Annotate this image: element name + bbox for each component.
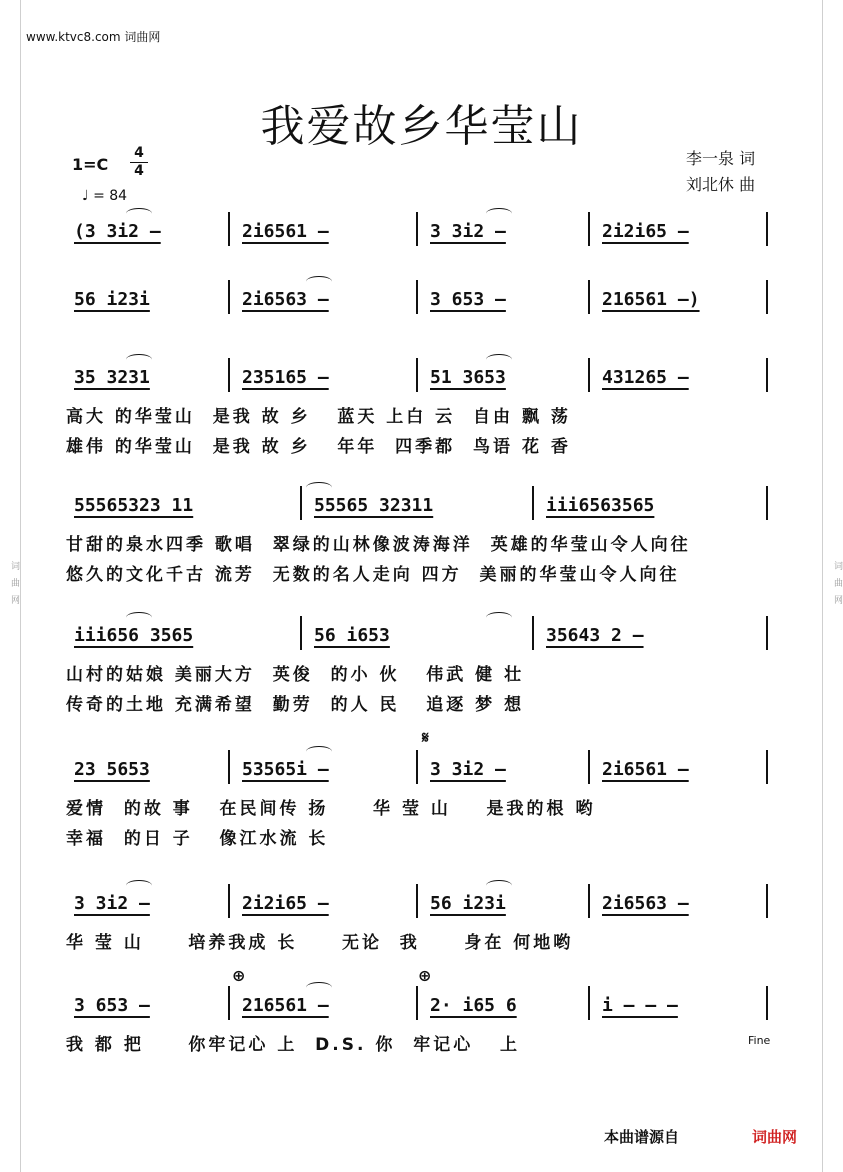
measure: 216561 –) bbox=[602, 289, 700, 310]
slur-mark bbox=[126, 612, 152, 623]
barline bbox=[228, 750, 230, 784]
score-line bbox=[66, 966, 778, 1092]
slur-mark bbox=[126, 880, 152, 891]
lyric-verse-2: 幸福 的日 子 像江水流 长 bbox=[66, 829, 329, 849]
lyric-verse-1: 山村的姑娘 美丽大方 英俊 的小 伙 伟武 健 壮 bbox=[66, 665, 525, 685]
score-line bbox=[66, 492, 778, 592]
barline bbox=[416, 212, 418, 246]
score-line bbox=[66, 622, 778, 722]
coda-sign: ⊕ bbox=[418, 966, 432, 985]
lyric-verse-2: 悠久的文化千古 流芳 无数的名人走向 四方 美丽的华莹山令人向往 bbox=[66, 565, 680, 585]
segno-sign: 𝄋 bbox=[422, 728, 429, 747]
time-numerator: 4 bbox=[134, 145, 144, 161]
barline bbox=[228, 358, 230, 392]
barline bbox=[228, 212, 230, 246]
measure: 2i6561 – bbox=[242, 221, 329, 242]
measure: 2i2i65 – bbox=[242, 893, 329, 914]
composer: 刘北休 曲 bbox=[686, 175, 756, 194]
measure: 2i6561 – bbox=[602, 759, 689, 780]
measure: 35 3231 bbox=[74, 367, 150, 388]
slur-mark bbox=[486, 354, 512, 365]
barline bbox=[766, 358, 768, 392]
quarter-note-icon: ♩ bbox=[82, 188, 89, 204]
barline bbox=[416, 280, 418, 314]
measure: 2i6563 – bbox=[242, 289, 329, 310]
barline bbox=[228, 884, 230, 918]
barline bbox=[766, 280, 768, 314]
right-margin-watermark: 词曲网 bbox=[822, 0, 843, 1172]
measure: i – – – bbox=[602, 995, 678, 1016]
barline bbox=[588, 280, 590, 314]
measure: 56 i23i bbox=[430, 893, 506, 914]
key-signature: 1=C bbox=[72, 155, 109, 174]
measure: 35643 2 – bbox=[546, 625, 644, 646]
time-denominator: 4 bbox=[134, 163, 144, 179]
lyric-verse-2: 雄伟 的华莹山 是我 故 乡 年年 四季都 鸟语 花 香 bbox=[66, 437, 571, 457]
barline bbox=[766, 884, 768, 918]
time-signature bbox=[130, 146, 148, 179]
measure: 235165 – bbox=[242, 367, 329, 388]
barline bbox=[766, 986, 768, 1020]
barline bbox=[228, 986, 230, 1020]
measure: 3 3i2 – bbox=[74, 893, 150, 914]
barline bbox=[416, 358, 418, 392]
measure: 53565i – bbox=[242, 759, 329, 780]
barline bbox=[588, 884, 590, 918]
measure: (3 3i2 – bbox=[74, 221, 161, 242]
lyric-verse-2: 传奇的土地 充满希望 勤劳 的人 民 追逐 梦 想 bbox=[66, 695, 525, 715]
coda-sign: ⊕ bbox=[232, 966, 246, 985]
left-margin-watermark: 词曲网 bbox=[0, 0, 21, 1172]
barline bbox=[766, 486, 768, 520]
barline bbox=[766, 750, 768, 784]
slur-mark bbox=[306, 276, 332, 287]
measure: 3 653 – bbox=[430, 289, 506, 310]
footer-source-text: 本曲谱源自 bbox=[604, 1128, 680, 1146]
barline bbox=[300, 486, 302, 520]
tempo-value: = 84 bbox=[93, 188, 128, 204]
barline bbox=[588, 750, 590, 784]
slur-mark bbox=[126, 354, 152, 365]
barline bbox=[766, 212, 768, 246]
barline bbox=[228, 280, 230, 314]
barline bbox=[588, 212, 590, 246]
measure: iii6563565 bbox=[546, 495, 655, 516]
measure: 23 5653 bbox=[74, 759, 150, 780]
slur-mark bbox=[486, 208, 512, 219]
slur-mark bbox=[126, 208, 152, 219]
barline bbox=[588, 986, 590, 1020]
barline bbox=[300, 616, 302, 650]
barline bbox=[532, 616, 534, 650]
measure: 56 i23i bbox=[74, 289, 150, 310]
measure: 3 3i2 – bbox=[430, 759, 506, 780]
measure: 2i2i65 – bbox=[602, 221, 689, 242]
song-title: 我爱故乡华莹山 bbox=[260, 101, 583, 152]
score-line bbox=[66, 364, 778, 464]
measure: 56 i653 bbox=[314, 625, 390, 646]
measure: 3 3i2 – bbox=[430, 221, 506, 242]
measure: 2· i65 6 bbox=[430, 995, 517, 1016]
tempo-mark bbox=[82, 188, 127, 204]
lyric-verse-1: 爱情 的故 事 在民间传 扬 华 莹 山 是我的根 哟 bbox=[66, 799, 596, 819]
source-url: www.ktvc8.com 词曲网 bbox=[26, 30, 161, 44]
slur-mark bbox=[306, 482, 332, 493]
measure: 2i6563 – bbox=[602, 893, 689, 914]
lyric-verse-1: 甘甜的泉水四季 歌唱 翠绿的山林像波涛海洋 英雄的华莹山令人向往 bbox=[66, 535, 691, 555]
measure: 51 3653 bbox=[430, 367, 506, 388]
credits bbox=[686, 146, 755, 198]
slur-mark bbox=[306, 746, 332, 757]
barline bbox=[416, 986, 418, 1020]
measure: 216561 – bbox=[242, 995, 329, 1016]
barline bbox=[766, 616, 768, 650]
slur-mark bbox=[306, 982, 332, 993]
fine-label: Fine bbox=[748, 1034, 771, 1047]
lyricist: 李一泉 词 bbox=[686, 149, 756, 168]
footer-brand: 词曲网 bbox=[752, 1128, 798, 1146]
slur-mark bbox=[486, 880, 512, 891]
barline bbox=[588, 358, 590, 392]
lyric-verse-1: 我 都 把 你牢记心 上 D.S. 你 牢记心 上 bbox=[66, 1035, 520, 1055]
measure: iii656 3565 bbox=[74, 625, 194, 646]
barline bbox=[416, 884, 418, 918]
barline bbox=[416, 750, 418, 784]
measure: 55565 32311 bbox=[314, 495, 434, 516]
barline bbox=[532, 486, 534, 520]
lyric-verse-1: 华 莹 山 培养我成 长 无论 我 身在 何地哟 bbox=[66, 933, 574, 953]
lyric-verse-1: 高大 的华莹山 是我 故 乡 蓝天 上白 云 自由 飘 荡 bbox=[66, 407, 571, 427]
score-line bbox=[66, 728, 778, 856]
measure: 3 653 – bbox=[74, 995, 150, 1016]
measure: 55565323 11 bbox=[74, 495, 194, 516]
slur-mark bbox=[486, 612, 512, 623]
measure: 431265 – bbox=[602, 367, 689, 388]
